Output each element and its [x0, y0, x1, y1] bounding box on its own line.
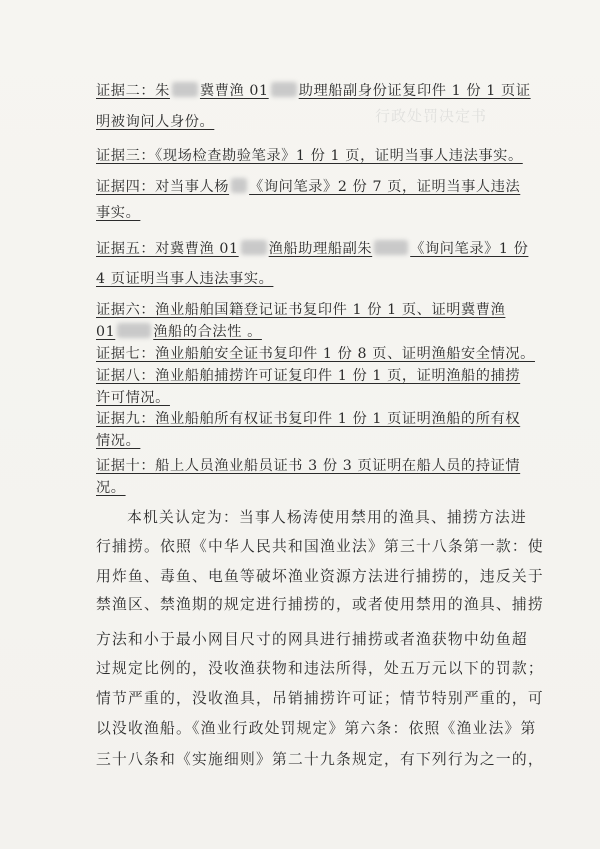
redaction — [172, 82, 198, 97]
paragraph-line: 过规定比例的，没收渔获物和违法所得，处五万元以下的罚款； — [96, 660, 544, 677]
redaction — [271, 82, 297, 97]
redaction — [231, 178, 247, 193]
paragraph-line: 方法和小于最小网目尺寸的网具进行捕捞或者渔获物中幼鱼超 — [96, 631, 528, 648]
redaction — [117, 323, 151, 338]
evidence-line-3: 证据三：《现场检查勘验笔录》1 份 1 页，证明当事人违法事实。 — [96, 148, 523, 164]
evidence-line-5b: 4 页证明当事人违法事实。 — [96, 271, 274, 287]
evidence-line-6b: 01 渔船的合法性 。 — [96, 324, 262, 340]
evidence-line-7: 证据七：渔业船舶安全证书复印件 1 份 8 页、证明渔船安全情况。 — [96, 346, 535, 362]
evidence-line-2a: 证据二：朱 冀曹渔 01 助理船副身份证复印件 1 份 1 页证 — [96, 83, 531, 99]
redaction — [374, 240, 408, 255]
paragraph-line: 以没收渔船。《渔业行政处罚规定》第六条：依照《渔业法》第 — [96, 720, 537, 737]
evidence-line-4b: 事实。 — [96, 205, 141, 221]
evidence-line-2b: 明被询问人身份。 — [96, 114, 215, 130]
evidence-line-10b: 况。 — [96, 480, 126, 496]
paragraph-line: 禁渔区、禁渔期的规定进行捕捞的，或者使用禁用的渔具、捕捞 — [96, 596, 544, 613]
redaction — [241, 240, 267, 255]
evidence-line-8b: 许可情况。 — [96, 390, 170, 406]
paragraph-line: 用炸鱼、毒鱼、电鱼等破坏渔业资源方法进行捕捞的，违反关于 — [96, 568, 544, 585]
paragraph-line: 本机关认定为：当事人杨涛使用禁用的渔具、捕捞方法进 — [127, 509, 527, 526]
evidence-line-5a: 证据五：对冀曹渔 01 渔船助理船副朱 《询问笔录》1 份 — [96, 241, 529, 257]
evidence-line-9a: 证据九：渔业船舶所有权证书复印件 1 份 1 页证明渔船的所有权 — [96, 411, 521, 427]
paragraph-line: 三十八条和《实施细则》第二十九条规定，有下列行为之一的， — [96, 751, 544, 768]
bleed-through-text: 行政处罚决定书 — [375, 107, 488, 125]
evidence-line-6a: 证据六：渔业船舶国籍登记证书复印件 1 份 1 页、证明冀曹渔 — [96, 302, 506, 318]
evidence-line-10a: 证据十：船上人员渔业船员证书 3 份 3 页证明在船人员的持证情 — [96, 458, 521, 474]
evidence-line-4a: 证据四：对当事人杨 《询问笔录》2 份 7 页，证明当事人违法 — [96, 179, 521, 195]
paragraph-line: 情节严重的，没收渔具，吊销捕捞许可证；情节特别严重的，可 — [96, 690, 544, 707]
paragraph-line: 行捕捞。依照《中华人民共和国渔业法》第三十八条第一款：使 — [96, 538, 544, 555]
evidence-line-9b: 情况。 — [96, 433, 141, 449]
evidence-line-8a: 证据八：渔业船舶捕捞许可证复印件 1 份 1 页，证明渔船的捕捞 — [96, 368, 521, 384]
